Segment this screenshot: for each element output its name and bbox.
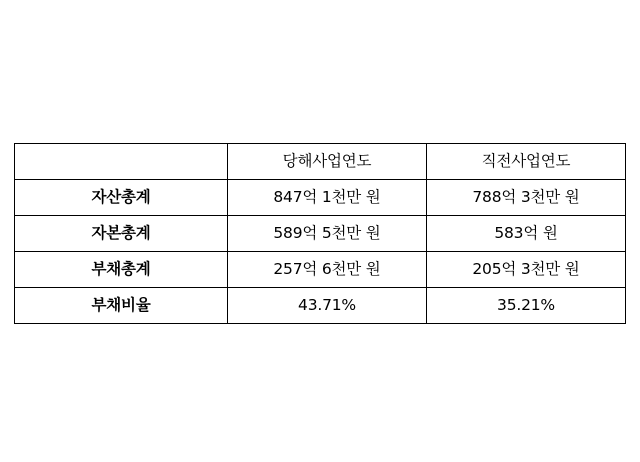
table-row <box>15 180 626 216</box>
cell-total-liabilities-previous: 205억 3천만 원 <box>427 252 626 288</box>
cell-total-assets-current: 847억 1천만 원 <box>228 180 427 216</box>
row-label-total-assets: 자산총계 <box>15 180 228 216</box>
row-label-total-equity: 자본총계 <box>15 216 228 252</box>
table-header-row <box>15 144 626 180</box>
table-row <box>15 216 626 252</box>
cell-debt-ratio-current: 43.71% <box>228 288 427 324</box>
cell-total-liabilities-current: 257억 6천만 원 <box>228 252 427 288</box>
row-label-debt-ratio: 부채비율 <box>15 288 228 324</box>
column-header-current-year: 당해사업연도 <box>228 144 427 180</box>
table-corner-cell <box>15 144 228 180</box>
table-row <box>15 288 626 324</box>
finance-table-container <box>14 143 626 324</box>
cell-total-equity-previous: 583억 원 <box>427 216 626 252</box>
cell-total-equity-current: 589억 5천만 원 <box>228 216 427 252</box>
cell-debt-ratio-previous: 35.21% <box>427 288 626 324</box>
row-label-total-liabilities: 부채총계 <box>15 252 228 288</box>
cell-total-assets-previous: 788억 3천만 원 <box>427 180 626 216</box>
finance-table <box>14 143 626 324</box>
column-header-previous-year: 직전사업연도 <box>427 144 626 180</box>
table-row <box>15 252 626 288</box>
